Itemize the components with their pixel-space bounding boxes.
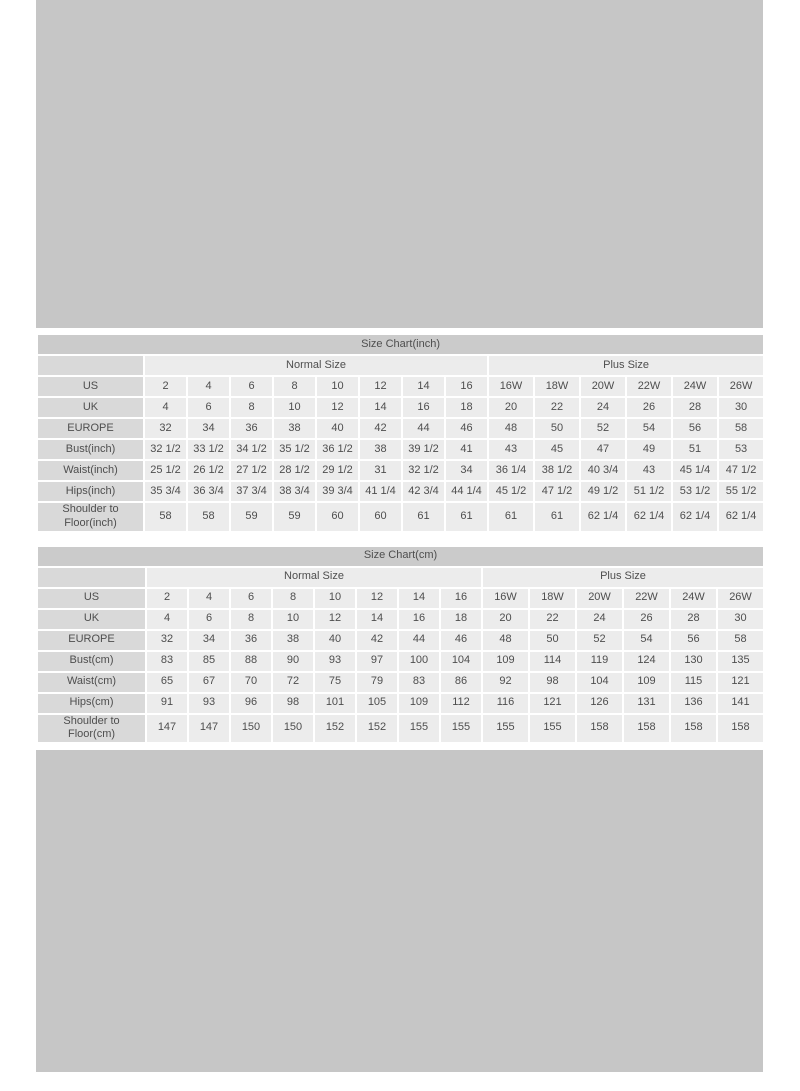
- size-row: [38, 589, 763, 608]
- size-value: 44: [403, 419, 444, 438]
- size-value: 93: [189, 694, 229, 713]
- size-value: 45: [535, 440, 579, 459]
- size-value: 18: [446, 398, 487, 417]
- product-image-placeholder-top: [36, 0, 763, 328]
- size-value: 16: [399, 610, 439, 629]
- size-value: 14: [360, 398, 401, 417]
- size-value: 32 1/2: [145, 440, 186, 459]
- corner-cell: [38, 356, 143, 375]
- size-row: [38, 610, 763, 629]
- size-value: 41 1/4: [360, 482, 401, 501]
- size-value: 97: [357, 652, 397, 671]
- size-value: 8: [231, 398, 272, 417]
- size-value: 6: [231, 589, 271, 608]
- size-value: 8: [274, 377, 315, 396]
- size-value: 20: [489, 398, 533, 417]
- size-value: 158: [718, 715, 763, 743]
- size-row: [38, 673, 763, 692]
- normal-size-header: Normal Size: [147, 568, 481, 587]
- size-value: 45 1/4: [673, 461, 717, 480]
- size-value: 14: [403, 377, 444, 396]
- size-value: 79: [357, 673, 397, 692]
- size-value: 12: [357, 589, 397, 608]
- size-value: 104: [441, 652, 481, 671]
- size-value: 32 1/2: [403, 461, 444, 480]
- size-value: 83: [147, 652, 187, 671]
- size-chart-table-cm: [36, 545, 765, 745]
- size-value: 62 1/4: [581, 503, 625, 531]
- size-value: 43: [489, 440, 533, 459]
- size-value: 14: [399, 589, 439, 608]
- size-value: 67: [189, 673, 229, 692]
- size-value: 70: [231, 673, 271, 692]
- size-value: 91: [147, 694, 187, 713]
- size-value: 116: [483, 694, 528, 713]
- size-value: 18W: [535, 377, 579, 396]
- size-value: 34 1/2: [231, 440, 272, 459]
- size-row: [38, 652, 763, 671]
- size-value: 12: [360, 377, 401, 396]
- size-value: 50: [530, 631, 575, 650]
- size-value: 61: [489, 503, 533, 531]
- size-value: 155: [483, 715, 528, 743]
- size-value: 39 3/4: [317, 482, 358, 501]
- size-value: 42 3/4: [403, 482, 444, 501]
- size-value: 62 1/4: [627, 503, 671, 531]
- table-title-row: [38, 335, 763, 354]
- size-value: 26W: [719, 377, 763, 396]
- size-row: [38, 440, 763, 459]
- size-value: 109: [399, 694, 439, 713]
- row-label: Shoulder to Floor(inch): [38, 503, 143, 531]
- size-value: 38: [273, 631, 313, 650]
- size-value: 29 1/2: [317, 461, 358, 480]
- row-label: US: [38, 589, 145, 608]
- product-image-placeholder-bottom: [36, 750, 763, 1072]
- row-label: Hips(cm): [38, 694, 145, 713]
- size-value: 155: [399, 715, 439, 743]
- size-value: 20: [483, 610, 528, 629]
- size-value: 48: [489, 419, 533, 438]
- size-value: 10: [315, 589, 355, 608]
- size-value: 54: [624, 631, 669, 650]
- size-value: 18W: [530, 589, 575, 608]
- size-value: 101: [315, 694, 355, 713]
- size-value: 40: [315, 631, 355, 650]
- size-value: 58: [719, 419, 763, 438]
- size-value: 36 1/2: [317, 440, 358, 459]
- size-value: 40: [317, 419, 358, 438]
- size-value: 30: [718, 610, 763, 629]
- size-value: 16W: [483, 589, 528, 608]
- size-value: 44 1/4: [446, 482, 487, 501]
- table-title: Size Chart(cm): [38, 547, 763, 566]
- size-value: 35 3/4: [145, 482, 186, 501]
- size-value: 121: [530, 694, 575, 713]
- size-value: 26W: [718, 589, 763, 608]
- size-value: 42: [360, 419, 401, 438]
- row-label: Waist(inch): [38, 461, 143, 480]
- size-value: 62 1/4: [673, 503, 717, 531]
- size-value: 93: [315, 652, 355, 671]
- size-value: 50: [535, 419, 579, 438]
- size-value: 51 1/2: [627, 482, 671, 501]
- size-value: 33 1/2: [188, 440, 229, 459]
- size-value: 124: [624, 652, 669, 671]
- size-value: 54: [627, 419, 671, 438]
- size-value: 34: [188, 419, 229, 438]
- size-value: 85: [189, 652, 229, 671]
- size-value: 104: [577, 673, 622, 692]
- row-label: UK: [38, 610, 145, 629]
- size-value: 4: [189, 589, 229, 608]
- size-value: 147: [189, 715, 229, 743]
- size-row: [38, 503, 763, 531]
- size-value: 28: [673, 398, 717, 417]
- size-value: 36 1/4: [489, 461, 533, 480]
- row-label: Waist(cm): [38, 673, 145, 692]
- size-value: 83: [399, 673, 439, 692]
- size-value: 10: [274, 398, 315, 417]
- size-value: 36: [231, 631, 271, 650]
- size-value: 6: [188, 398, 229, 417]
- size-value: 34: [446, 461, 487, 480]
- size-value: 45 1/2: [489, 482, 533, 501]
- size-value: 130: [671, 652, 716, 671]
- size-value: 38: [274, 419, 315, 438]
- size-value: 16: [403, 398, 444, 417]
- size-value: 155: [441, 715, 481, 743]
- size-value: 47 1/2: [535, 482, 579, 501]
- row-label: EUROPE: [38, 631, 145, 650]
- size-value: 2: [147, 589, 187, 608]
- size-value: 119: [577, 652, 622, 671]
- size-value: 52: [581, 419, 625, 438]
- size-row: [38, 482, 763, 501]
- size-value: 46: [446, 419, 487, 438]
- size-value: 158: [624, 715, 669, 743]
- size-value: 61: [403, 503, 444, 531]
- row-label: Bust(cm): [38, 652, 145, 671]
- size-chart-table-inch: [36, 333, 765, 533]
- size-value: 135: [718, 652, 763, 671]
- size-value: 12: [315, 610, 355, 629]
- size-value: 88: [231, 652, 271, 671]
- row-label: Shoulder to Floor(cm): [38, 715, 145, 743]
- size-value: 58: [718, 631, 763, 650]
- group-header-row: [38, 568, 763, 587]
- size-value: 61: [535, 503, 579, 531]
- size-value: 24W: [673, 377, 717, 396]
- size-value: 121: [718, 673, 763, 692]
- size-value: 22: [530, 610, 575, 629]
- group-header-row: [38, 356, 763, 375]
- size-value: 48: [483, 631, 528, 650]
- size-value: 22W: [627, 377, 671, 396]
- row-label: EUROPE: [38, 419, 143, 438]
- size-value: 59: [274, 503, 315, 531]
- size-value: 100: [399, 652, 439, 671]
- size-value: 4: [145, 398, 186, 417]
- size-value: 47 1/2: [719, 461, 763, 480]
- size-value: 16: [446, 377, 487, 396]
- size-value: 65: [147, 673, 187, 692]
- size-value: 96: [231, 694, 271, 713]
- size-value: 62 1/4: [719, 503, 763, 531]
- size-value: 158: [671, 715, 716, 743]
- size-value: 56: [673, 419, 717, 438]
- size-value: 90: [273, 652, 313, 671]
- size-value: 59: [231, 503, 272, 531]
- size-value: 147: [147, 715, 187, 743]
- size-value: 41: [446, 440, 487, 459]
- size-value: 12: [317, 398, 358, 417]
- size-value: 34: [189, 631, 229, 650]
- size-value: 20W: [581, 377, 625, 396]
- size-value: 8: [273, 589, 313, 608]
- plus-size-header: Plus Size: [483, 568, 763, 587]
- size-value: 22: [535, 398, 579, 417]
- size-row: [38, 715, 763, 743]
- size-value: 28: [671, 610, 716, 629]
- size-value: 30: [719, 398, 763, 417]
- size-value: 26: [624, 610, 669, 629]
- size-value: 46: [441, 631, 481, 650]
- size-value: 53 1/2: [673, 482, 717, 501]
- normal-size-header: Normal Size: [145, 356, 487, 375]
- size-value: 49: [627, 440, 671, 459]
- size-value: 136: [671, 694, 716, 713]
- size-value: 150: [231, 715, 271, 743]
- size-value: 126: [577, 694, 622, 713]
- size-row: [38, 694, 763, 713]
- size-value: 75: [315, 673, 355, 692]
- size-row: [38, 631, 763, 650]
- plus-size-header: Plus Size: [489, 356, 763, 375]
- size-value: 4: [147, 610, 187, 629]
- size-value: 24: [577, 610, 622, 629]
- size-value: 112: [441, 694, 481, 713]
- size-value: 22W: [624, 589, 669, 608]
- size-value: 35 1/2: [274, 440, 315, 459]
- size-value: 36: [231, 419, 272, 438]
- size-value: 109: [624, 673, 669, 692]
- size-value: 2: [145, 377, 186, 396]
- size-value: 39 1/2: [403, 440, 444, 459]
- size-value: 109: [483, 652, 528, 671]
- size-value: 131: [624, 694, 669, 713]
- size-value: 16W: [489, 377, 533, 396]
- size-value: 24: [581, 398, 625, 417]
- size-value: 105: [357, 694, 397, 713]
- size-value: 20W: [577, 589, 622, 608]
- size-value: 14: [357, 610, 397, 629]
- size-value: 55 1/2: [719, 482, 763, 501]
- corner-cell: [38, 568, 145, 587]
- size-value: 26 1/2: [188, 461, 229, 480]
- size-value: 26: [627, 398, 671, 417]
- size-value: 72: [273, 673, 313, 692]
- size-value: 152: [357, 715, 397, 743]
- size-value: 18: [441, 610, 481, 629]
- size-value: 158: [577, 715, 622, 743]
- row-label: Hips(inch): [38, 482, 143, 501]
- size-value: 36 3/4: [188, 482, 229, 501]
- size-value: 115: [671, 673, 716, 692]
- size-value: 114: [530, 652, 575, 671]
- size-value: 52: [577, 631, 622, 650]
- size-value: 58: [145, 503, 186, 531]
- size-row: [38, 419, 763, 438]
- size-value: 86: [441, 673, 481, 692]
- size-value: 10: [273, 610, 313, 629]
- size-value: 40 3/4: [581, 461, 625, 480]
- size-value: 51: [673, 440, 717, 459]
- size-value: 150: [273, 715, 313, 743]
- row-label: US: [38, 377, 143, 396]
- size-value: 92: [483, 673, 528, 692]
- size-row: [38, 461, 763, 480]
- size-value: 60: [317, 503, 358, 531]
- size-value: 60: [360, 503, 401, 531]
- row-label: UK: [38, 398, 143, 417]
- size-value: 16: [441, 589, 481, 608]
- size-row: [38, 398, 763, 417]
- size-value: 6: [189, 610, 229, 629]
- size-value: 44: [399, 631, 439, 650]
- content-column: [36, 0, 765, 1072]
- size-value: 58: [188, 503, 229, 531]
- size-value: 152: [315, 715, 355, 743]
- size-value: 98: [273, 694, 313, 713]
- size-value: 4: [188, 377, 229, 396]
- table-title: Size Chart(inch): [38, 335, 763, 354]
- size-value: 32: [147, 631, 187, 650]
- size-value: 37 3/4: [231, 482, 272, 501]
- size-value: 24W: [671, 589, 716, 608]
- size-value: 155: [530, 715, 575, 743]
- size-value: 38 1/2: [535, 461, 579, 480]
- size-value: 31: [360, 461, 401, 480]
- size-value: 47: [581, 440, 625, 459]
- size-value: 56: [671, 631, 716, 650]
- row-label: Bust(inch): [38, 440, 143, 459]
- size-value: 10: [317, 377, 358, 396]
- size-value: 38 3/4: [274, 482, 315, 501]
- size-row: [38, 377, 763, 396]
- size-value: 28 1/2: [274, 461, 315, 480]
- size-value: 43: [627, 461, 671, 480]
- table-title-row: [38, 547, 763, 566]
- size-value: 6: [231, 377, 272, 396]
- size-value: 25 1/2: [145, 461, 186, 480]
- size-value: 27 1/2: [231, 461, 272, 480]
- size-value: 38: [360, 440, 401, 459]
- size-value: 49 1/2: [581, 482, 625, 501]
- size-value: 98: [530, 673, 575, 692]
- size-value: 32: [145, 419, 186, 438]
- size-value: 8: [231, 610, 271, 629]
- size-value: 61: [446, 503, 487, 531]
- size-value: 141: [718, 694, 763, 713]
- size-value: 42: [357, 631, 397, 650]
- size-value: 53: [719, 440, 763, 459]
